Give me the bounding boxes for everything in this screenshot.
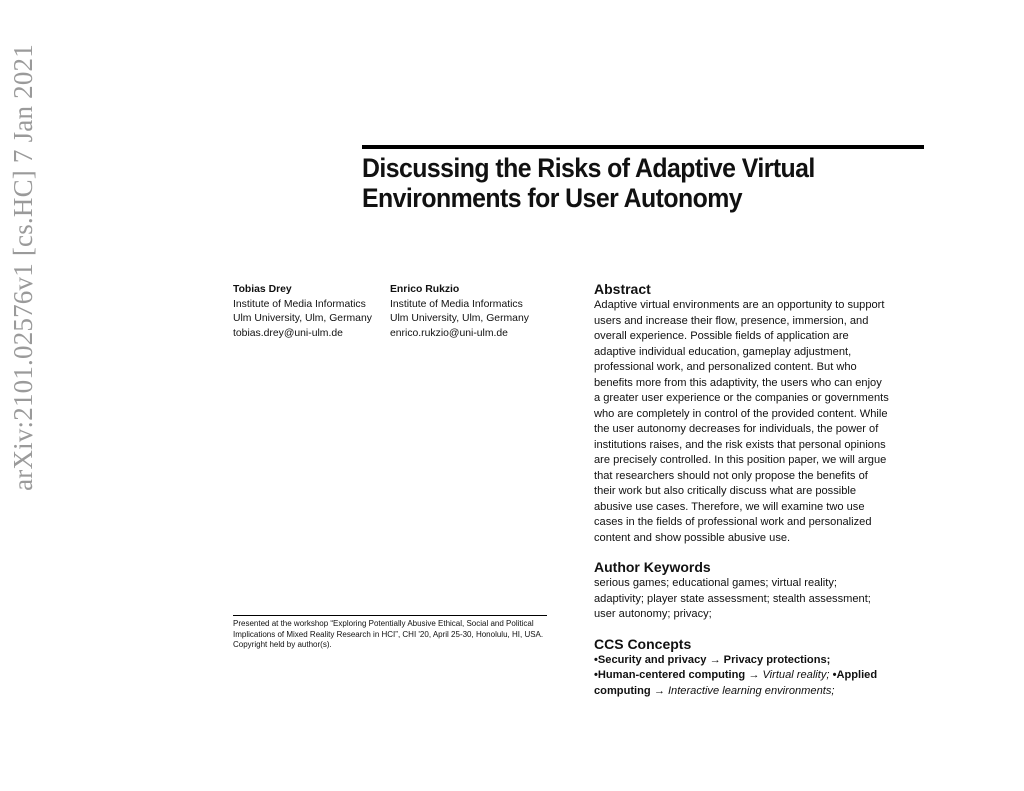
author-location: Ulm University, Ulm, Germany xyxy=(233,313,372,324)
author-name: Enrico Rukzio xyxy=(390,284,460,295)
abstract-line: cases in the fields of professional work and personalized xyxy=(594,516,872,528)
paper-title xyxy=(362,153,877,213)
abstract-line: users and increase their flow, presence, immersion, and xyxy=(594,314,869,327)
ccs-subterm: Interactive learning environments; xyxy=(667,684,835,697)
ccs-heading: CCS Concepts xyxy=(594,635,692,652)
abstract-heading: Abstract xyxy=(594,281,651,297)
arrow-icon: → xyxy=(745,669,763,681)
keywords-line: adaptivity; player state assessment; stealth assessment; xyxy=(594,592,871,605)
abstract-line: their work but also critically discuss what are possible xyxy=(594,485,857,497)
abstract-line: are precisely controlled. In this position paper, we will argue xyxy=(594,454,887,466)
author-block-1 xyxy=(233,283,372,341)
keywords-body xyxy=(594,576,914,623)
abstract-line: professional work, and personalized content. But who xyxy=(594,361,857,373)
abstract-line: institutions raises, and the risk exists that personal opinions xyxy=(594,438,886,451)
ccs-line-3 xyxy=(594,684,914,700)
abstract-line: the user autonomy decreases for individuals, the power of xyxy=(594,423,879,435)
keywords-heading: Author Keywords xyxy=(594,559,711,575)
ccs-body xyxy=(594,653,914,700)
abstract-line: benefits more from this adaptivity, the users who can enjoy xyxy=(594,376,882,389)
abstract-line: abusive use cases. Therefore, we will examine two use xyxy=(594,500,865,513)
abstract-body xyxy=(594,298,914,546)
arrow-icon: → xyxy=(650,684,668,697)
arxiv-id: arXiv:2101.02576v1 [cs.HC] 7 Jan 2021 xyxy=(7,43,38,491)
ccs-term: •Human-centered computing xyxy=(594,669,746,681)
abstract-line: Adaptive virtual environments are an opportunity to support xyxy=(594,299,885,311)
title-rule xyxy=(362,145,924,149)
keywords-line: user autonomy; privacy; xyxy=(594,608,712,620)
author-location: Ulm University, Ulm, Germany xyxy=(390,313,529,324)
abstract-line: adaptive individual education, gameplay adjustment, xyxy=(594,345,852,358)
keywords-line: serious games; educational games; virtual reality; xyxy=(594,577,837,589)
author-name: Tobias Drey xyxy=(233,284,292,295)
ccs-term: •Applied xyxy=(829,669,878,681)
abstract-line: that researchers should not only propose the benefits of xyxy=(594,469,868,482)
right-column xyxy=(594,281,914,699)
title-line-1: Discussing the Risks of Adaptive Virtual xyxy=(362,153,815,183)
copyright-note: Copyright held by author(s). xyxy=(233,640,332,650)
arxiv-stamp xyxy=(4,43,42,491)
author-block-2 xyxy=(390,283,529,341)
author-email: enrico.rukzio@uni-ulm.de xyxy=(390,327,508,339)
ccs-term: •Security and privacy xyxy=(594,653,707,666)
author-institute: Institute of Media Informatics xyxy=(390,298,523,310)
abstract-line: a greater user experience or the companies or governments xyxy=(594,392,889,404)
author-email: tobias.drey@uni-ulm.de xyxy=(233,327,343,339)
ccs-term: computing xyxy=(594,684,651,697)
ccs-subterm: Virtual reality; xyxy=(762,669,830,681)
footnote-line: Implications of Mixed Reality Research in HCI”, CHI '20, April 25-30, Honolulu, HI, xyxy=(233,629,523,639)
footnote-rule xyxy=(233,615,547,616)
abstract-line: who are completely in control of the provided content. While xyxy=(594,407,888,420)
author-institute: Institute of Media Informatics xyxy=(233,298,366,310)
ccs-term: Privacy protections; xyxy=(723,653,831,666)
ccs-line-1 xyxy=(594,653,914,669)
abstract-line: content and show possible abusive use. xyxy=(594,531,791,544)
footnote xyxy=(233,619,547,651)
arrow-icon: → xyxy=(706,653,724,666)
title-line-2: Environments for User Autonomy xyxy=(362,183,743,213)
abstract-line: overall experience. Possible fields of application are xyxy=(594,330,849,342)
footnote-line: USA. xyxy=(524,629,544,639)
footnote-line: Presented at the workshop “Exploring Potentially Abusive Ethical, Social and Political xyxy=(233,619,534,628)
ccs-line-2 xyxy=(594,668,914,684)
